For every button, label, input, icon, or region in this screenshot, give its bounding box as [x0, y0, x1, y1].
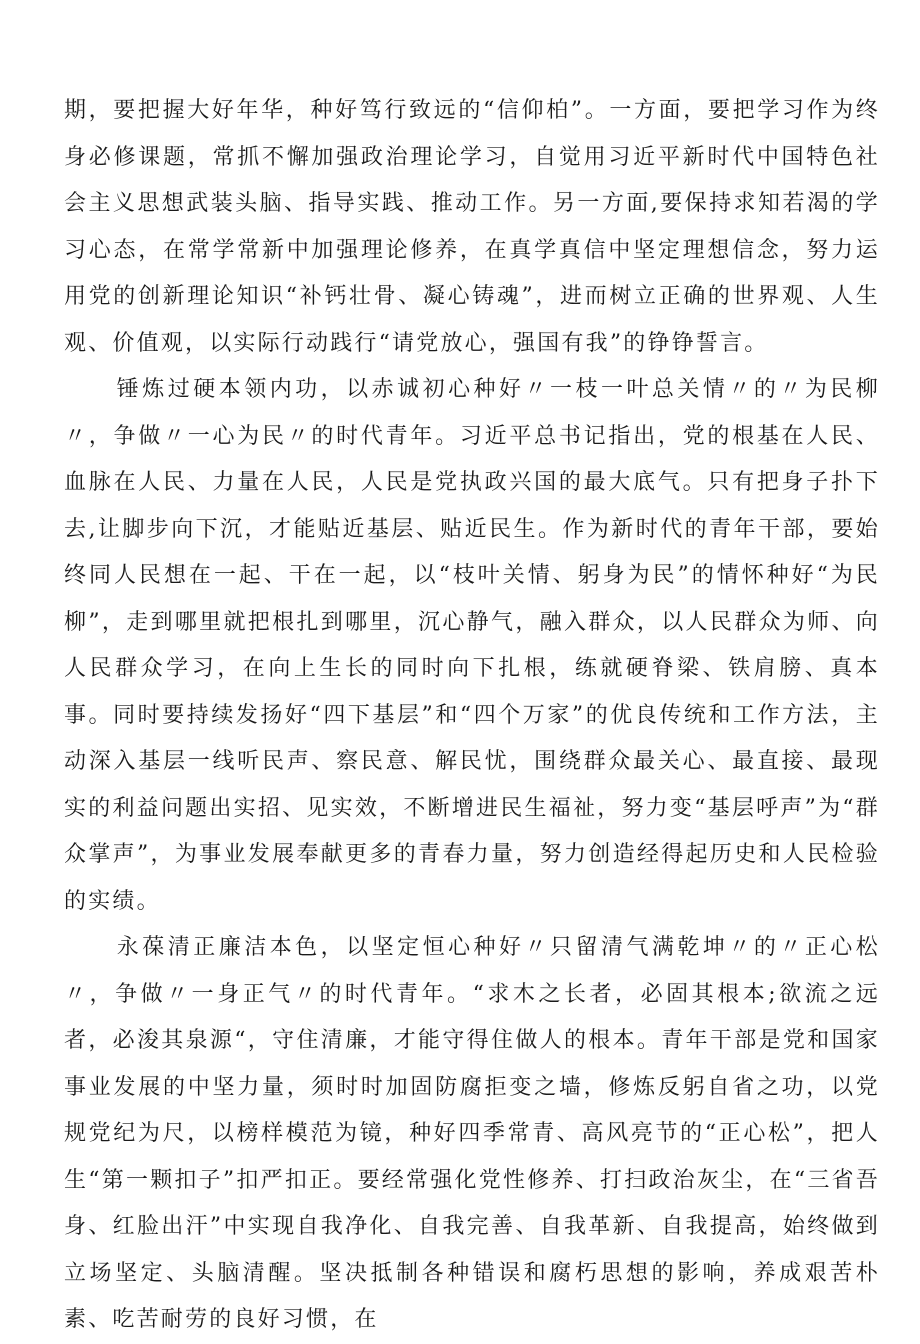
paragraph-continued: 期，要把握大好年华，种好笃行致远的“信仰柏”。一方面，要把学习作为终身必修课题，常抓不懈加强政治理论学习，自觉用习近平新时代中国特色社会主义思想武装头脑、指导实践、推动工作。另一方面,要保持求知若渴的学习心态，在常学常新中加强理论修养，在真学真信中坚定理想信念，努力运用党的创新理论知识“补钙壮骨、凝心铸魂”，进而树立正确的世界观、人生观、价值观，以实际行动践行“请党放心，强国有我”的铮铮誓言。	[64, 98, 880, 356]
paragraph-integrity-pine: 永葆清正廉洁本色，以坚定恒心种好〃只留清气满乾坤〃的〃正心松〃，争做〃一身正气〃的时代青年。“求木之长者，必固其根本;欲流之远者，必浚其泉源“，守住清廉，才能守得住做人的根本。青年干部是党和国家事业发展的中坚力量，须时时加固防腐拒变之墙，修炼反躬自省之功，以党规党纪为尺，以榜样模范为镜，种好四季常青、高风亮节的“正心松”，把人生“第一颗扣子”扣严扣正。要经常强化党性修养、打扫政治灰尘，在“三省吾身、红脸出汗”中实现自我净化、自我完善、自我革新、自我提高，始终做到立场坚定、头脑清醒。坚决抵制各种错误和腐朽思想的影响，养成艰苦朴素、吃苦耐劳的良好习惯，在	[64, 935, 880, 1332]
paragraph-people-willow: 锤炼过硬本领内功，以赤诚初心种好〃一枝一叶总关情〃的〃为民柳〃，争做〃一心为民〃的时代青年。习近平总书记指出，党的根基在人民、血脉在人民、力量在人民，人民是党执政兴国的最大底气。只有把身子扑下去,让脚步向下沉，才能贴近基层、贴近民生。作为新时代的青年干部，要始终同人民想在一起、干在一起，以“枝叶关情、躬身为民”的情怀种好“为民柳”，走到哪里就把根扎到哪里，沉心静气，融入群众，以人民群众为师、向人民群众学习，在向上生长的同时向下扎根，练就硬脊梁、铁肩膀、真本事。同时要持续发扬好“四下基层”和“四个万家”的优良传统和工作方法，主动深入基层一线听民声、察民意、解民忧，围绕群众最关心、最直接、最现实的利益问题出实招、见实效，不断增进民生福祉，努力变“基层呼声”为“群众掌声”，为事业发展奉献更多的青春力量，努力创造经得起历史和人民检验的实绩。	[64, 377, 880, 914]
